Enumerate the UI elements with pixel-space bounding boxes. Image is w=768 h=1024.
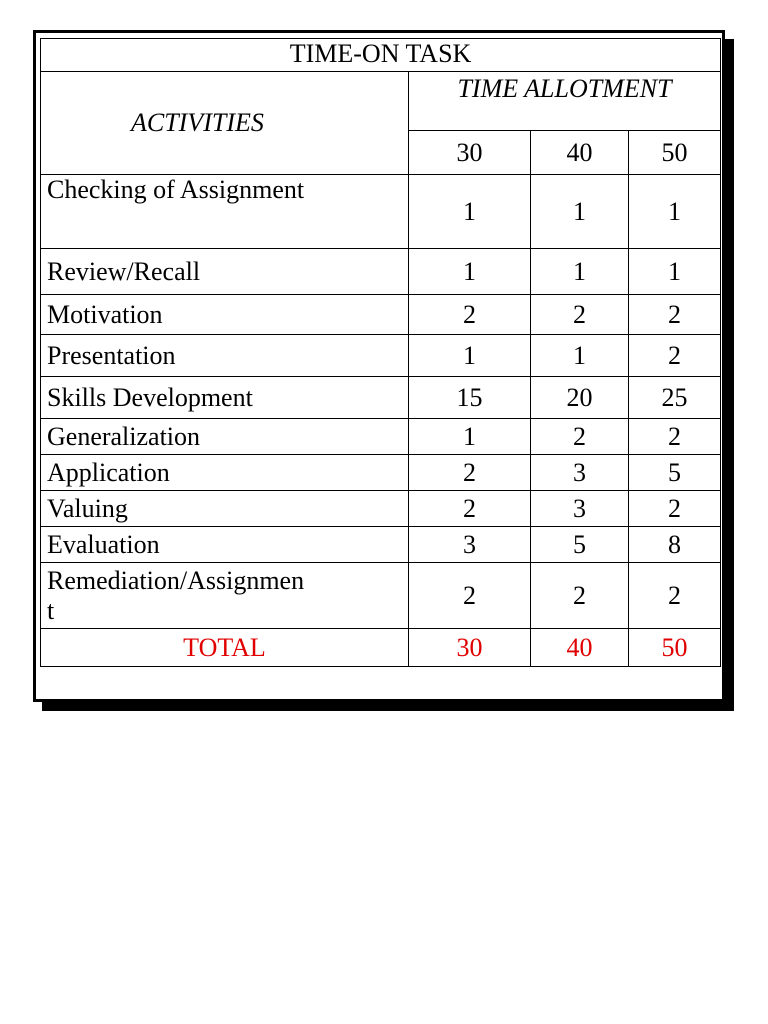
value-cell: 1 xyxy=(409,419,531,455)
value-cell: 2 xyxy=(531,563,629,629)
activity-name: Skills Development xyxy=(41,377,409,419)
column-header-30: 30 xyxy=(409,131,531,175)
value-cell: 8 xyxy=(629,527,721,563)
table-row xyxy=(41,295,721,335)
total-label: TOTAL xyxy=(41,629,409,667)
value-cell: 2 xyxy=(629,419,721,455)
activity-name: Motivation xyxy=(41,295,409,335)
value-cell: 1 xyxy=(531,175,629,249)
value-cell: 1 xyxy=(531,249,629,295)
activity-name-line-1: Remediation/Assignmen xyxy=(47,565,305,595)
value-cell: 15 xyxy=(409,377,531,419)
activity-name: Generalization xyxy=(41,419,409,455)
title-row xyxy=(41,39,721,72)
value-cell: 2 xyxy=(629,491,721,527)
value-cell: 2 xyxy=(629,563,721,629)
time-allotment-header: TIME ALLOTMENT xyxy=(409,72,721,131)
value-cell: 20 xyxy=(531,377,629,419)
total-row xyxy=(41,629,721,667)
table-row xyxy=(41,175,721,249)
value-cell: 25 xyxy=(629,377,721,419)
value-cell: 2 xyxy=(531,419,629,455)
value-cell: 2 xyxy=(629,335,721,377)
value-cell: 3 xyxy=(531,491,629,527)
table-row xyxy=(41,249,721,295)
activity-name-line-2: t xyxy=(47,595,55,625)
column-header-40: 40 xyxy=(531,131,629,175)
table-row xyxy=(41,377,721,419)
table-row xyxy=(41,527,721,563)
table-row xyxy=(41,419,721,455)
value-cell: 2 xyxy=(409,455,531,491)
value-cell: 1 xyxy=(409,249,531,295)
table-row xyxy=(41,455,721,491)
total-value: 40 xyxy=(531,629,629,667)
value-cell: 2 xyxy=(409,563,531,629)
value-cell: 1 xyxy=(531,335,629,377)
value-cell: 3 xyxy=(409,527,531,563)
time-on-task-table xyxy=(40,38,721,667)
activity-name xyxy=(41,563,409,629)
table-row xyxy=(41,491,721,527)
table-row xyxy=(41,335,721,377)
activity-name: Presentation xyxy=(41,335,409,377)
table-row xyxy=(41,563,721,629)
activity-name: Valuing xyxy=(41,491,409,527)
value-cell: 1 xyxy=(629,175,721,249)
value-cell: 2 xyxy=(531,295,629,335)
total-value: 50 xyxy=(629,629,721,667)
value-cell: 5 xyxy=(531,527,629,563)
total-value: 30 xyxy=(409,629,531,667)
activity-name: Checking of Assignment xyxy=(41,175,409,249)
document-frame xyxy=(33,30,725,702)
activity-name: Review/Recall xyxy=(41,249,409,295)
value-cell: 2 xyxy=(409,295,531,335)
value-cell: 2 xyxy=(409,491,531,527)
activity-name: Evaluation xyxy=(41,527,409,563)
value-cell: 5 xyxy=(629,455,721,491)
value-cell: 1 xyxy=(409,175,531,249)
value-cell: 1 xyxy=(409,335,531,377)
activities-header: ACTIVITIES xyxy=(41,72,409,175)
value-cell: 1 xyxy=(629,249,721,295)
header-row xyxy=(41,72,721,131)
value-cell: 2 xyxy=(629,295,721,335)
value-cell: 3 xyxy=(531,455,629,491)
column-header-50: 50 xyxy=(629,131,721,175)
activity-name: Application xyxy=(41,455,409,491)
table-title: TIME-ON TASK xyxy=(41,39,721,72)
